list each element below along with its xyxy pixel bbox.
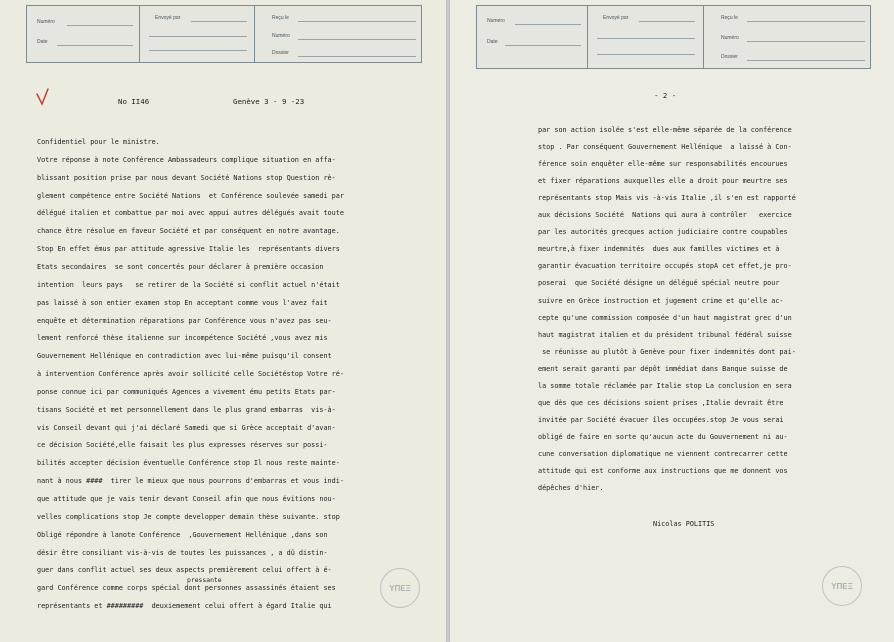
handwritten-insertion: pressante bbox=[187, 576, 222, 584]
text-line: nant à nous #### tirer le mieux que nous pourrons d'embarras et vous indi- bbox=[37, 477, 344, 486]
label-numero-2: Numéro bbox=[272, 33, 290, 39]
page-1 bbox=[0, 0, 446, 642]
label-numero: Numéro bbox=[487, 18, 505, 24]
text-line: chance être résolue en faveur Société et par conséquent en notre avantage. bbox=[37, 227, 340, 236]
label-envoye-par: Envoyé par bbox=[603, 15, 629, 21]
label-numero-2: Numéro bbox=[721, 35, 739, 41]
text-line: ponse connue ici par communiqués Agences a vivement ému petits Etats par- bbox=[37, 387, 336, 396]
label-recu-le: Reçu le bbox=[272, 15, 289, 21]
text-line: Stop En effet émus par attitude agressive Italie les représentants divers bbox=[37, 245, 340, 254]
text-line: poserai que Société désigne un délégué spécial neutre pour bbox=[538, 279, 780, 288]
label-recu-le: Reçu le bbox=[721, 15, 738, 21]
text-line: ement serait garanti par dépôt immédiat dans Banque suisse de bbox=[538, 364, 788, 373]
label-dossier: Dossier bbox=[721, 54, 738, 60]
label-numero: Numéro bbox=[37, 19, 55, 25]
text-line: guer dans conflit actuel ses deux aspects premièrement celui offert à é- bbox=[37, 566, 332, 575]
text-line: tisans Société et met personnellement dans le plus grand embarras vis-à- bbox=[37, 405, 336, 414]
text-line: blissant position prise par nous devant Société Nations stop Question rè- bbox=[37, 173, 336, 182]
text-line: à intervention Conférence après avoir sollicité celle Sociétéstop Votre ré- bbox=[37, 370, 344, 379]
place-date: Genève 3 - 9 -23 bbox=[233, 97, 305, 106]
label-date: Date bbox=[487, 39, 498, 45]
text-line: suivre en Grèce instruction et jugement crime et qu'elle ac- bbox=[538, 296, 784, 305]
archive-stamp-icon: ΥΠΕΞ bbox=[822, 566, 862, 606]
text-line: cepte qu'une commission composée d'un haut magistrat grec d'un bbox=[538, 313, 792, 322]
text-line: gard Conférence comme corps spécial dont personnes assassinés étaient ses bbox=[37, 584, 336, 593]
text-line: haut magistrat italien et du président tribunal fédéral suisse bbox=[538, 330, 792, 339]
text-line: férence soin enquêter elle-même sur responsabilités encourues bbox=[538, 160, 788, 169]
label-envoye-par: Envoyé par bbox=[155, 15, 181, 21]
text-line: Obligé répondre à lanote Conférence ,Gouvernement Hellénique ,dans son bbox=[37, 530, 328, 539]
text-line: stop . Par conséquent Gouvernement Hellénique a laissé à Con- bbox=[538, 143, 792, 152]
text-line: obligé de faire en sorte qu'aucun acte du Gouvernement ni au- bbox=[538, 432, 788, 441]
red-check-mark-icon bbox=[36, 88, 50, 106]
text-line: se réunisse au plutôt à Genève pour fixer indemnités dont pai- bbox=[538, 347, 796, 356]
signature: Nicolas POLITIS bbox=[653, 520, 715, 528]
text-line: Votre réponse à note Conférence Ambassadeurs complique situation en affa- bbox=[37, 155, 336, 164]
text-line: dépêches d'hier. bbox=[538, 484, 604, 493]
text-line: garantir évacuation territoire occupés stopA cet effet,je pro- bbox=[538, 262, 792, 271]
text-line: glement compétence entre Société Nations et Conférence soulevée samedi par bbox=[37, 191, 344, 200]
text-line: velles complications stop Je compte developper demain thèse suivante. stop bbox=[37, 512, 340, 521]
label-date: Date bbox=[37, 39, 48, 45]
text-line: par son action isolée s'est elle-même séparée de la conférence bbox=[538, 126, 792, 134]
text-line: vis Conseil devant qui j'ai déclaré Samedi que si Grèce acceptait d'avan- bbox=[37, 423, 336, 432]
text-line: représentants et ######### deuxiemement celui offert à égard Italie qui bbox=[37, 602, 332, 611]
label-dossier: Dossier bbox=[272, 50, 289, 56]
text-line: que attitude que je vais tenir devant Conseil afin que nous évitions nou- bbox=[37, 495, 336, 503]
archive-stamp-icon: ΥΠΕΞ bbox=[380, 568, 420, 608]
text-line: aux décisions Société Nations qui aura à contrôler exercice bbox=[538, 211, 792, 220]
text-line: par les autorités grecques action judiciaire contre coupables bbox=[538, 228, 788, 237]
text-line: attitude qui est conforme aux instructions que me donnent vos bbox=[538, 467, 788, 475]
text-line: intention leurs pays se retirer de la Société si conflit actuel n'était bbox=[37, 280, 340, 289]
text-line: Etats secondaires se sont concertés pour déclarer à première occasion bbox=[37, 262, 324, 271]
text-line: bilités accepter décision éventuelle Conférence stop Il nous reste mainte- bbox=[37, 459, 340, 468]
text-line: représentants stop Mais vis -à-vis Italie ,il s'en est rapporté bbox=[538, 194, 796, 203]
text-line: délégué italien et combattue par moi avec appui autres délégués avait toute bbox=[37, 209, 344, 218]
reference-number: No II46 bbox=[118, 97, 150, 106]
page-number: - 2 - bbox=[654, 91, 677, 100]
text-line: et fixer réparations auxquelles elle a droit pour meurtre ses bbox=[538, 177, 788, 186]
text-line: que dès que ces décisions soient prises ,Italie devrait être bbox=[538, 398, 784, 407]
header-form-page-1 bbox=[26, 5, 422, 63]
text-line: lement renforcé thèse italienne sur incompétence Société ,vous avez mis bbox=[37, 334, 328, 343]
text-line: la somme totale réclamée par Italie stop La conclusion en sera bbox=[538, 381, 792, 390]
header-form-page-2 bbox=[476, 5, 871, 69]
text-line: invitée par Société évacuer îles occupées.stop Je vous serai bbox=[538, 415, 784, 424]
text-line: Confidentiel pour le ministre. bbox=[37, 138, 160, 146]
text-line: ce décision Société,elle faisait les plus expresses réserves sur possi- bbox=[37, 441, 328, 450]
text-line: Gouvernement Hellénique en contradiction avec lui-même puisqu'il consent bbox=[37, 352, 332, 361]
text-line: cune conversation diplomatique ne viennent contrecarrer cette bbox=[538, 449, 788, 458]
text-line: désir être consiliant vis-à-vis de toutes les puissances , a dû distin- bbox=[37, 548, 328, 557]
text-line: enquête et détermination réparations par Conférence vous n'avez pas seu- bbox=[37, 316, 332, 325]
text-line: pas laissé à son entier examen stop En acceptant comme vous l'avez fait bbox=[37, 298, 328, 307]
page-2 bbox=[450, 0, 894, 642]
text-line: meurtre,à fixer indemnités dues aux familles victimes et à bbox=[538, 245, 780, 254]
